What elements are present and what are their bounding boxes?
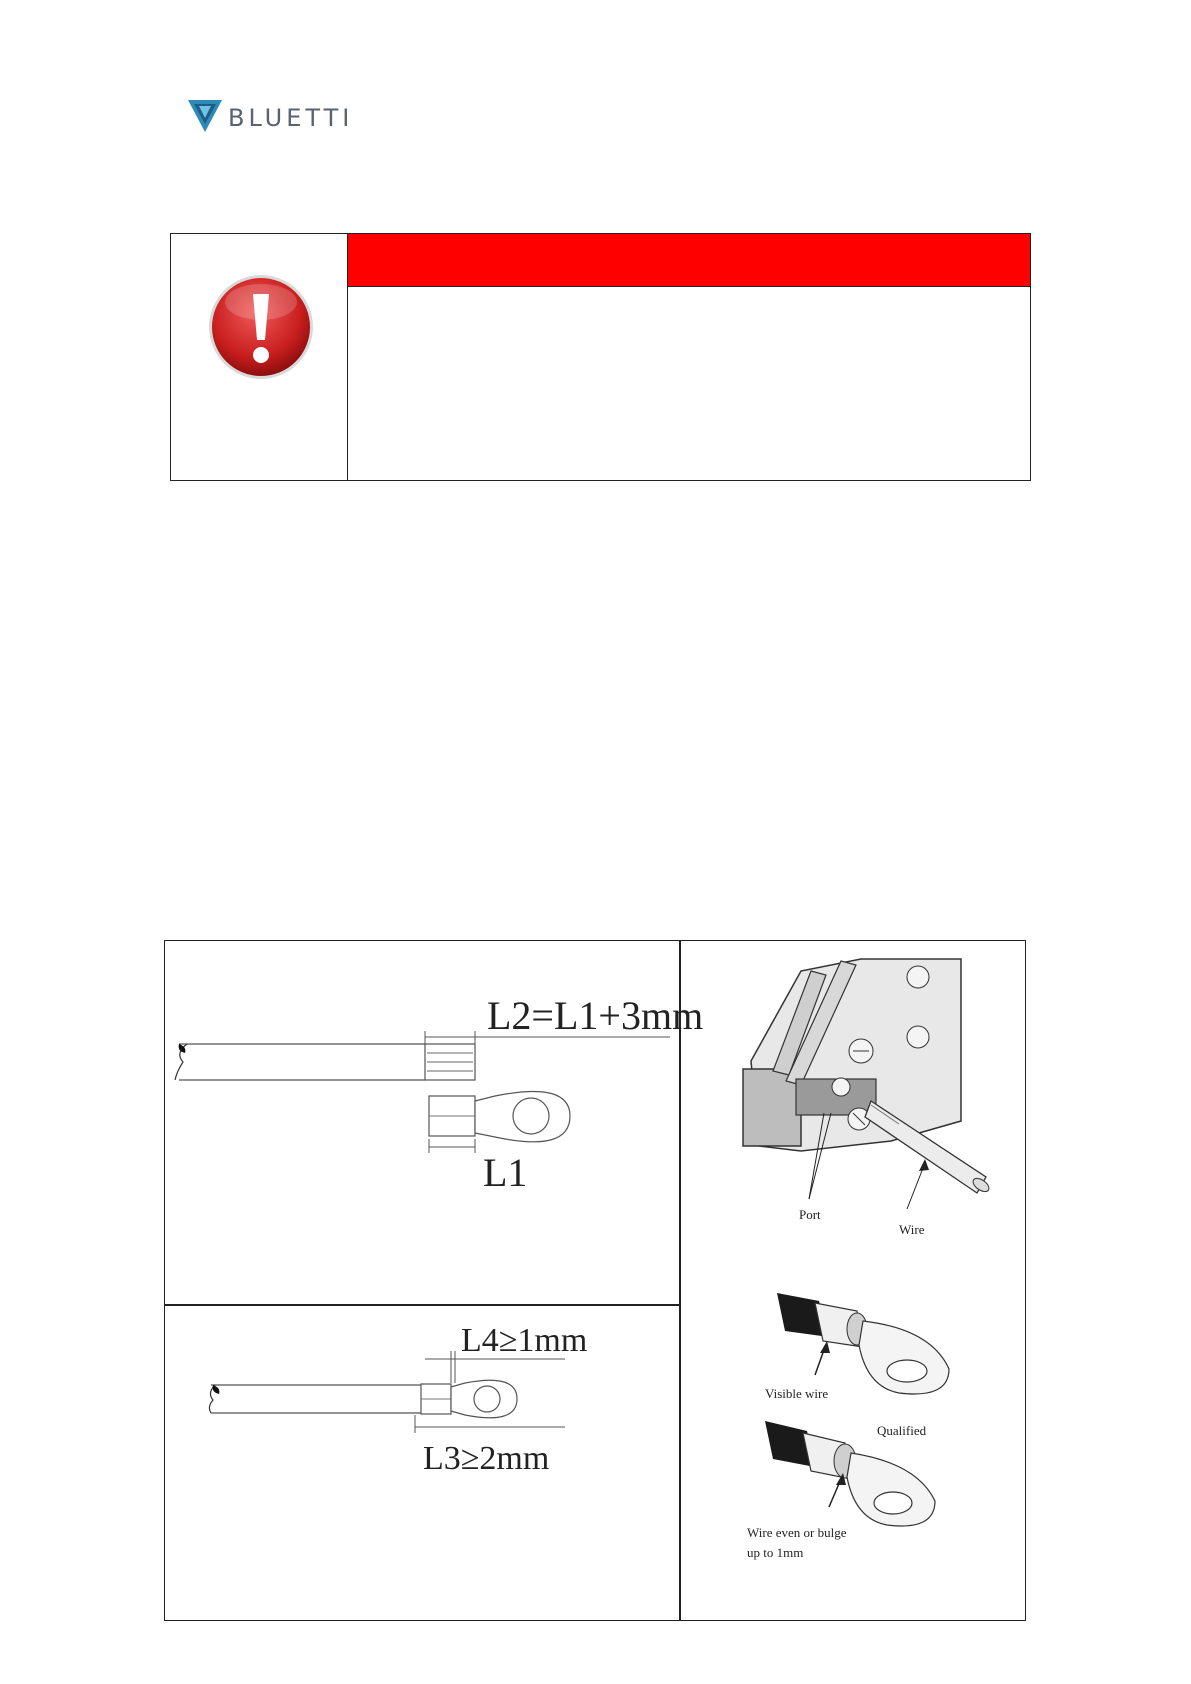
warning-body (348, 287, 1030, 480)
bluetti-logo (186, 96, 376, 140)
l3-label: L3≥2mm (423, 1440, 550, 1477)
warning-icon-cell (171, 234, 348, 480)
l4-label: L4≥1mm (461, 1322, 588, 1359)
wire-even-label-line2: up to 1mm (747, 1545, 804, 1560)
qualified-label: Qualified (877, 1423, 927, 1438)
crimp-check-figure (681, 1281, 1025, 1621)
strip-length-figure (165, 941, 704, 1304)
figure-table (164, 940, 1026, 1621)
warning-header-bar (348, 234, 1030, 287)
crimp-tool-figure (681, 941, 1025, 1237)
wire-even-label-line1: Wire even or bulge (747, 1525, 847, 1540)
wire-label: Wire (899, 1222, 925, 1237)
warning-box (170, 233, 1031, 481)
l2-label: L2=L1+3mm (487, 993, 704, 1038)
bluetti-logo-icon (186, 96, 224, 134)
visible-wire-label: Visible wire (765, 1386, 829, 1401)
crimp-tolerance-figure (165, 1305, 679, 1622)
exclamation-icon (206, 272, 316, 382)
port-label: Port (799, 1207, 821, 1222)
brand-name: BLUETTI (228, 104, 354, 132)
l1-label: L1 (483, 1150, 528, 1195)
